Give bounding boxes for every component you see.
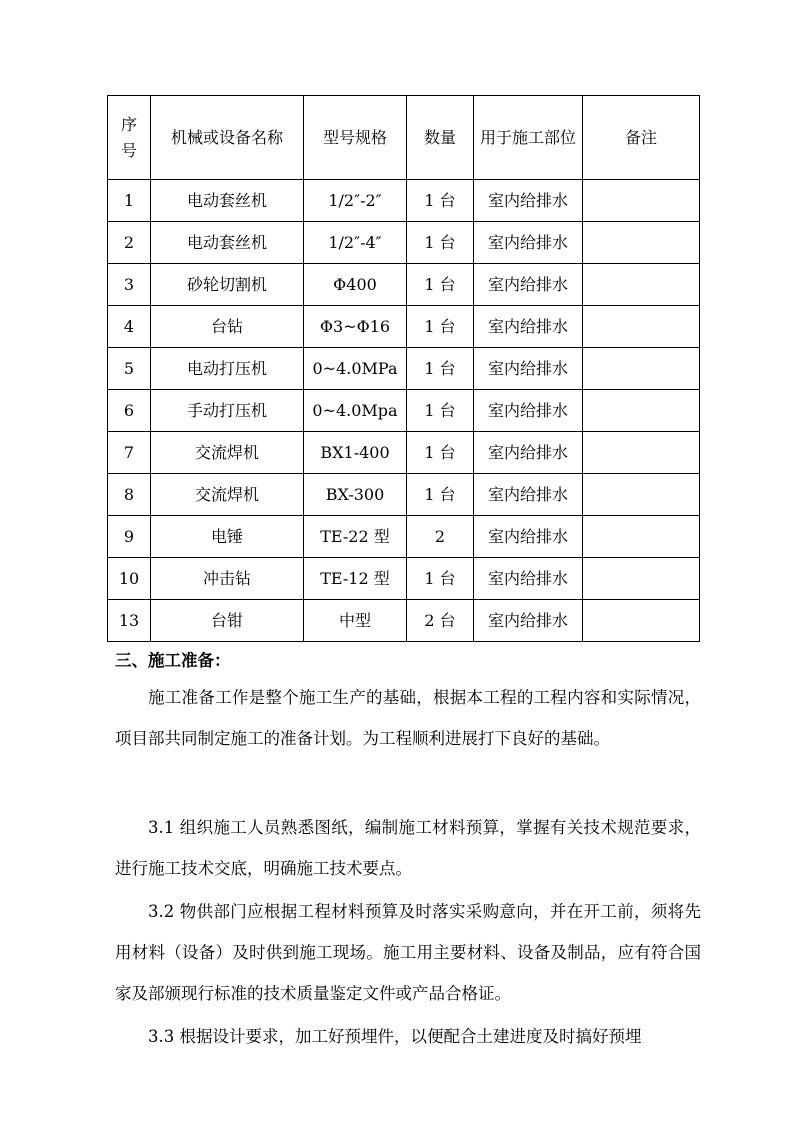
cell-name: 电动套丝机 <box>151 180 304 222</box>
cell-remark <box>583 306 700 348</box>
header-remark: 备注 <box>583 96 700 180</box>
cell-name: 电动打压机 <box>151 348 304 390</box>
cell-quantity: 1 台 <box>407 348 474 390</box>
cell-usage: 室内给排水 <box>474 558 583 600</box>
table-row <box>108 432 700 474</box>
cell-remark <box>583 180 700 222</box>
cell-model: 中型 <box>304 600 407 642</box>
header-model: 型号规格 <box>304 96 407 180</box>
cell-remark <box>583 432 700 474</box>
cell-remark <box>583 390 700 432</box>
cell-name: 砂轮切割机 <box>151 264 304 306</box>
cell-quantity: 1 台 <box>407 264 474 306</box>
cell-quantity: 1 台 <box>407 306 474 348</box>
cell-remark <box>583 516 700 558</box>
cell-model: Φ400 <box>304 264 407 306</box>
table-row <box>108 348 700 390</box>
cell-usage: 室内给排水 <box>474 348 583 390</box>
paragraph-3-1: 3.1 组织施工人员熟悉图纸，编制施工材料预算，掌握有关技术规范要求，进行施工技术交底，明确施工技术要点。 <box>115 818 701 878</box>
header-usage: 用于施工部位 <box>474 96 583 180</box>
cell-index: 1 <box>108 180 151 222</box>
cell-name: 手动打压机 <box>151 390 304 432</box>
table-row <box>108 474 700 516</box>
cell-remark <box>583 558 700 600</box>
cell-quantity: 1 台 <box>407 474 474 516</box>
cell-remark <box>583 264 700 306</box>
cell-usage: 室内给排水 <box>474 516 583 558</box>
table-row <box>108 390 700 432</box>
cell-index: 6 <box>108 390 151 432</box>
cell-quantity: 1 台 <box>407 558 474 600</box>
paragraph-3-2: 3.2 物供部门应根据工程材料预算及时落实采购意向，并在开工前，须将先用材料（设备）及时供到施工现场。施工用主要材料、设备及制品，应有符合国家及部颁现行标准的技术质量鉴定文件或产品合格证。 <box>115 902 701 1003</box>
cell-name: 交流焊机 <box>151 474 304 516</box>
cell-model: TE-12 型 <box>304 558 407 600</box>
cell-index: 9 <box>108 516 151 558</box>
cell-name: 冲击钻 <box>151 558 304 600</box>
table-row <box>108 558 700 600</box>
paragraph-intro: 施工准备工作是整个施工生产的基础，根据本工程的工程内容和实际情况，项目部共同制定施工的准备计划。为工程顺利进展打下良好的基础。 <box>115 688 701 748</box>
cell-usage: 室内给排水 <box>474 474 583 516</box>
table-row <box>108 516 700 558</box>
cell-quantity: 1 台 <box>407 180 474 222</box>
cell-quantity: 2 <box>407 516 474 558</box>
cell-index: 4 <box>108 306 151 348</box>
cell-quantity: 2 台 <box>407 600 474 642</box>
table-row <box>108 180 700 222</box>
table-header-row <box>108 96 700 180</box>
cell-remark <box>583 222 700 264</box>
paragraph-3-3: 3.3 根据设计要求，加工好预埋件，以便配合土建进度及时搞好预埋 <box>148 1027 642 1046</box>
cell-model: 1/2″-2″ <box>304 180 407 222</box>
cell-index: 5 <box>108 348 151 390</box>
cell-usage: 室内给排水 <box>474 306 583 348</box>
cell-name: 电锤 <box>151 516 304 558</box>
cell-index: 8 <box>108 474 151 516</box>
cell-usage: 室内给排水 <box>474 432 583 474</box>
cell-quantity: 1 台 <box>407 432 474 474</box>
cell-model: 0~4.0MPa <box>304 348 407 390</box>
cell-model: BX1-400 <box>304 432 407 474</box>
cell-model: BX-300 <box>304 474 407 516</box>
table-row <box>108 600 700 642</box>
cell-usage: 室内给排水 <box>474 222 583 264</box>
cell-name: 电动套丝机 <box>151 222 304 264</box>
cell-index: 2 <box>108 222 151 264</box>
cell-index: 3 <box>108 264 151 306</box>
cell-index: 13 <box>108 600 151 642</box>
cell-name: 交流焊机 <box>151 432 304 474</box>
table-row <box>108 222 700 264</box>
cell-name: 台钳 <box>151 600 304 642</box>
cell-remark <box>583 348 700 390</box>
cell-usage: 室内给排水 <box>474 600 583 642</box>
cell-model: 1/2″-4″ <box>304 222 407 264</box>
cell-remark <box>583 474 700 516</box>
table-row <box>108 264 700 306</box>
cell-model: TE-22 型 <box>304 516 407 558</box>
header-index: 序号 <box>108 96 151 180</box>
cell-remark <box>583 600 700 642</box>
cell-usage: 室内给排水 <box>474 264 583 306</box>
cell-index: 7 <box>108 432 151 474</box>
cell-model: 0~4.0Mpa <box>304 390 407 432</box>
cell-usage: 室内给排水 <box>474 390 583 432</box>
cell-quantity: 1 台 <box>407 222 474 264</box>
cell-usage: 室内给排水 <box>474 180 583 222</box>
header-quantity: 数量 <box>407 96 474 180</box>
cell-model: Φ3~Φ16 <box>304 306 407 348</box>
header-name: 机械或设备名称 <box>151 96 304 180</box>
cell-name: 台钻 <box>151 306 304 348</box>
equipment-table <box>107 95 700 642</box>
cell-index: 10 <box>108 558 151 600</box>
table-row <box>108 306 700 348</box>
section-heading: 三、施工准备： <box>115 651 231 670</box>
cell-quantity: 1 台 <box>407 390 474 432</box>
